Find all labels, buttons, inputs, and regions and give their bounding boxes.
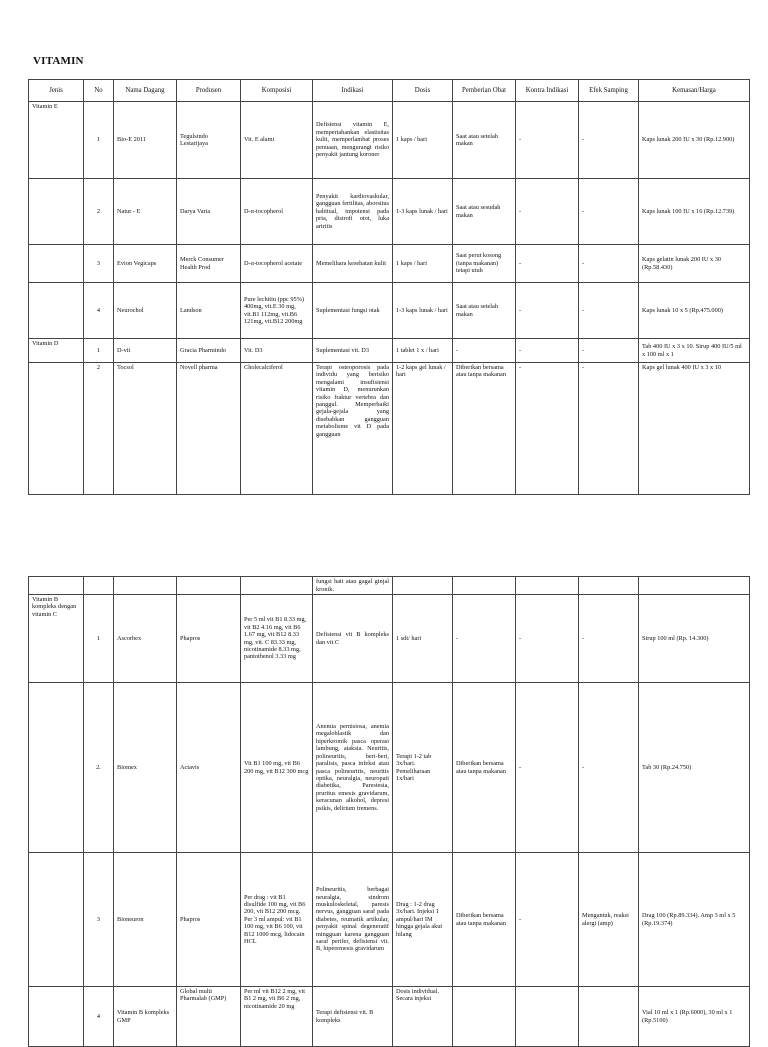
cell-nama-dagang: Ascorbex [114,595,177,683]
header-no: No [84,80,114,102]
cell-jenis: Vitamin D [29,339,84,363]
cell-pemberian [453,987,516,1047]
cell-kontra: - [516,595,579,683]
header-row [29,80,750,102]
header-komposisi: Komposisi [241,80,313,102]
cell-indikasi: Anemia pernisiosa, anemia megaloblastik dan hiperkromik pasca operasi lambung, ataksia. Neuritis, polineuritis, beri-beri, paralisis, pasca infeksi atau pasca polineuritis, neuritis optika, neuralgia, neuropati diabetika, Parestesia, pruritus emesis gravidarum, keracunan alkohol, depresi psikis, delirium tremens. [313,683,393,853]
table-row [29,102,750,179]
cell-indikasi: Suplementasi fungsi otak [313,283,393,339]
cell-efek: Mengantuk, reaksi alergi (amp) [579,853,639,987]
cell-komposisi: Vit. E alami [241,102,313,179]
table-row-continued [29,577,750,595]
cell-kemasan: Kaps lunak 10 x 5 (Rp.475.000) [639,283,750,339]
cell-efek: - [579,245,639,283]
cell-kemasan: Vial 10 ml x 1 (Rp.6000), 30 ml x 1 (Rp.5100) [639,987,750,1047]
cell-kemasan: Kaps lunak 200 IU x 30 (Rp.12.900) [639,102,750,179]
vitamin-table-1 [28,79,750,495]
cell-efek: - [579,102,639,179]
cell-efek [579,987,639,1047]
vitamin-table-2 [28,576,750,1047]
cell-komposisi: Vit. D3 [241,339,313,363]
cell-kemasan: Sirup 100 ml (Rp. 14.300) [639,595,750,683]
cell-kontra: - [516,683,579,853]
cell-jenis [29,683,84,853]
header-efek-samping: Efek Samping [579,80,639,102]
cell-kontra: - [516,339,579,363]
cell-no: 1 [84,595,114,683]
cell-produsen: Landson [177,283,241,339]
cell-komposisi: D-α-tocopherol acetate [241,245,313,283]
cell-nama-dagang: Bioneuron [114,853,177,987]
cell-no: 3 [84,245,114,283]
cell-nama-dagang: Bio-E 2011 [114,102,177,179]
cell-kontra: - [516,102,579,179]
cell-jenis [29,245,84,283]
table-row [29,179,750,245]
cell-efek: - [579,683,639,853]
cell-jenis [29,363,84,495]
cell-pemberian: Saat atau sesudah makan [453,179,516,245]
cell-produsen: Phapros [177,595,241,683]
cell-dosis: 1 tablet 1 x / hari [393,339,453,363]
header-dosis: Dosis [393,80,453,102]
cell-dosis: 1 kaps / hari [393,245,453,283]
cell-produsen: Darya Varia [177,179,241,245]
cell-pemberian: Saat atau setelah makan [453,283,516,339]
cell-nama-dagang: Vitamin B kompleks GMP [114,987,177,1047]
cell-indikasi: Terapi defisiensi vit. B kompleks [313,987,393,1047]
table-row [29,245,750,283]
header-jenis: Jenis [29,80,84,102]
cell-jenis: Vitamin E [29,102,84,179]
cell-indikasi: Penyakit kardiovaskular, gangguan fertilitas, aborsitus habitual, impotensi pada pria, distrofi otot, luka artritis [313,179,393,245]
cell-produsen: Merck Consumer Health Prod [177,245,241,283]
cell-pemberian: Saat perut kosong (tanpa makanan) tetapi utuh [453,245,516,283]
cell-jenis [29,853,84,987]
cell-pemberian: - [453,595,516,683]
cell-nama-dagang: Evion Vegicaps [114,245,177,283]
cell-komposisi: D-α-tocopherol [241,179,313,245]
cell-indikasi: Suplementasi vit. D3 [313,339,393,363]
table-row [29,987,750,1047]
cell-komposisi: Per 5 ml vit B1 8.33 mg, vit B2 4.16 mg, vit B6 1.67 mg, vit B12 8.33 mg, vit. C 83.33 mg, nicotinamide 8.33 mg, pantothenol 3.33 mg [241,595,313,683]
cell-komposisi: Per ml vit B12 2 mg, vit B1 2 mg, vit B6 2 mg, nicotinamide 20 mg [241,987,313,1047]
table-row [29,363,750,495]
cell-produsen: Novell pharma [177,363,241,495]
cell-komposisi: Cholecalciferol [241,363,313,495]
cell-nama-dagang: D-vit [114,339,177,363]
cell-pemberian: Diberikan bersama atau tanpa makanan [453,683,516,853]
cell-dosis: 1 sdt/ hari [393,595,453,683]
cell-kemasan: Kaps gel lunak 400 IU x 3 x 10 [639,363,750,495]
cell-jenis [29,987,84,1047]
header-kemasan-harga: Kemasan/Harga [639,80,750,102]
page-title: VITAMIN [33,55,84,67]
cell-pemberian: Diberikan bersama atau tanpa makanan [453,853,516,987]
cell-no: 3 [84,853,114,987]
cell-dosis: 1 kaps / hari [393,102,453,179]
cell-kontra: - [516,853,579,987]
cell-indikasi: Defisiensi vitamin E, mempertahankan elastisitas kulit, memperlambat proses penuaan, mengurangi risiko penyakit jantung koroner [313,102,393,179]
cell-kemasan: Drag 100 (Rp.89.334). Amp 3 ml x 5 (Rp.19.374) [639,853,750,987]
cell-pemberian: Saat atau setelah makan [453,102,516,179]
header-indikasi: Indikasi [313,80,393,102]
cell-no: 4 [84,283,114,339]
cell-nama-dagang: Neurochol [114,283,177,339]
cell-dosis: Drag : 1-2 drag 3x/hari. Injeksi 1 ampul/hari IM hingga gejala akut hilang [393,853,453,987]
table-row [29,595,750,683]
cell-no: 1 [84,102,114,179]
cell-no: 1 [84,339,114,363]
table-row [29,683,750,853]
cell-kontra: - [516,179,579,245]
cell-kontra: - [516,283,579,339]
cell-kemasan: Tab 30 (Rp.24.750) [639,683,750,853]
cell-dosis: 1-3 kaps lunak / hari [393,179,453,245]
cell-komposisi: Pure lechitin (ppc 95%) 400mg, vit.E 30 mg, vit.B1 112mg, vit.B6 121mg, vit.B12 200mg [241,283,313,339]
cell-no: 4 [84,987,114,1047]
cell-efek: - [579,283,639,339]
cell-indikasi: Memelihara kesehatan kulit [313,245,393,283]
cell-komposisi: Per drag : vit B1 disulfide 100 mg, vit B6 200, vit B12 200 mcg. Per 3 ml ampul: vit B1 100 mg, vit B6 100, vit B12 1000 mcg, lidocain HCL [241,853,313,987]
cell-indikasi: fungsi hati atau gagal ginjal kronik. [313,577,393,595]
cell-dosis: Terapi 1-2 tab 3x/hari. Pemeliharaan 1x/hari [393,683,453,853]
header-nama-dagang: Nama Dagang [114,80,177,102]
cell-produsen: Actavis [177,683,241,853]
cell-dosis: Dosis individual. Secara injeksi [393,987,453,1047]
cell-kemasan: Kaps lunak 100 IU x 16 (Rp.12.739) [639,179,750,245]
table-row [29,339,750,363]
cell-efek: - [579,179,639,245]
cell-no: 2 [84,363,114,495]
header-kontra-indikasi: Kontra Indikasi [516,80,579,102]
cell-pemberian: Diberikan bersama atau tanpa makanan [453,363,516,495]
cell-no: 2. [84,683,114,853]
cell-indikasi: Polineuritis, berbagai neuralgia, sindrom muskuloskeletal, paresis nervus, gangguan saraf pada diabetes, reumatik artikular, penyakit spinal degeneratif mingguan karena gangguan saraf perifer, defisiensi vit. B, hiperemesis gravidarum [313,853,393,987]
cell-efek: - [579,595,639,683]
cell-dosis: 1-2 kaps gel lunak / hari [393,363,453,495]
cell-jenis [29,283,84,339]
cell-no: 2 [84,179,114,245]
cell-jenis [29,179,84,245]
cell-indikasi: Defisiensi vit B kompleks dan vit C [313,595,393,683]
cell-kemasan: Kaps gelatin lunak 200 IU x 30 (Rp.58.430) [639,245,750,283]
cell-nama-dagang: Natur - E [114,179,177,245]
cell-kemasan: Tab 400 IU x 3 x 10. Sirup 400 IU/5 ml x 100 ml x 1 [639,339,750,363]
table-row [29,853,750,987]
cell-nama-dagang: Biomex [114,683,177,853]
header-pemberian-obat: Pemberian Obat [453,80,516,102]
cell-jenis: Vitamin B kompleks dengan vitamin C [29,595,84,683]
cell-kontra: - [516,363,579,495]
cell-nama-dagang: Tocsol [114,363,177,495]
cell-kontra: - [516,245,579,283]
cell-efek: - [579,339,639,363]
cell-produsen: Global multi Pharmalab (GMP) [177,987,241,1047]
cell-efek: - [579,363,639,495]
cell-dosis: 1-3 kaps lunak / hari [393,283,453,339]
cell-produsen: Tegulsindo Lestarijaya [177,102,241,179]
cell-indikasi: Terapi osteoporosis pada individu yang berisiko mengalami insufisiensi vitamin D, menurunkan risiko fraktur vertebra dan panggul. Memperbaiki gejala-gejala yang disebabkan gangguan metabolisme vit D pada gangguan [313,363,393,495]
header-produsen: Produsen [177,80,241,102]
cell-pemberian: - [453,339,516,363]
cell-produsen: Phapros [177,853,241,987]
cell-produsen: Gracia Pharmindo [177,339,241,363]
cell-kontra [516,987,579,1047]
table-row [29,283,750,339]
cell-komposisi: Vit B1 100 mg, vit B6 200 mg, vit B12 300 mcg [241,683,313,853]
